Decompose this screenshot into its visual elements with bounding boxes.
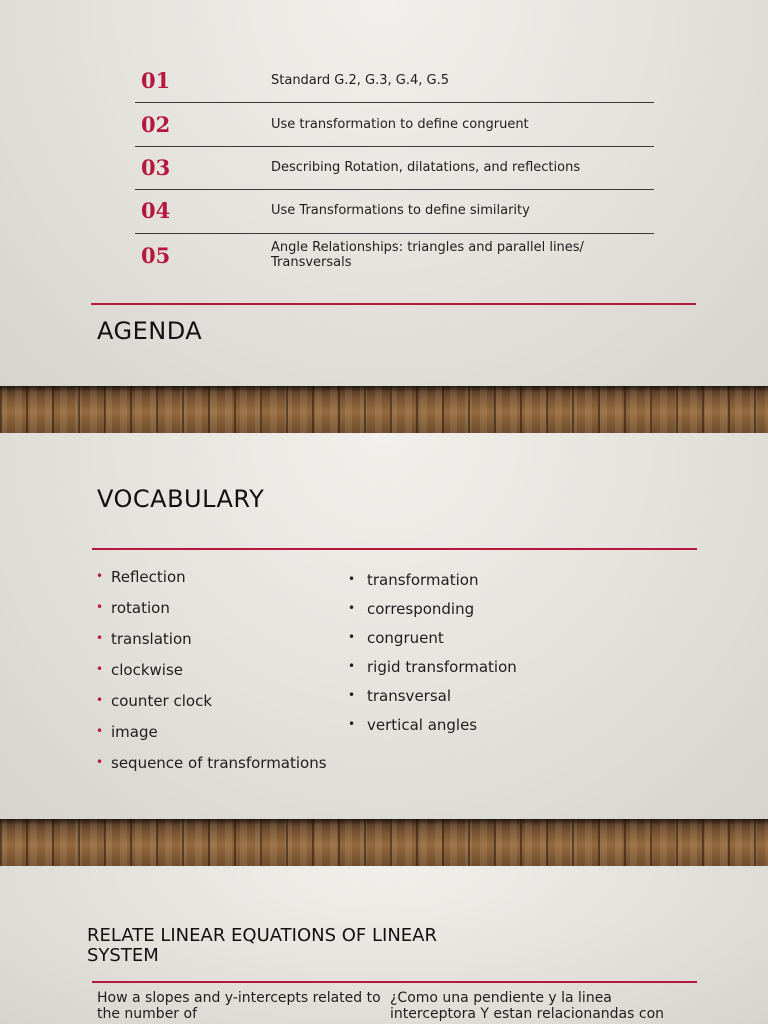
vocab-item: • translation	[96, 630, 192, 648]
vocab-item: • rigid transformation	[348, 658, 517, 676]
bullet-icon: •	[348, 717, 356, 731]
agenda-item-text: Angle Relationships: triangles and parallel lines/ Transversals	[271, 240, 584, 270]
bullet-icon: •	[348, 572, 356, 586]
spanish-text: ¿Como una pendiente y la linea interceptora Y estan relacionandas con	[390, 990, 665, 1022]
vocab-item: • transformation	[348, 571, 479, 589]
title-divider	[92, 981, 697, 983]
bullet-icon: •	[96, 600, 104, 614]
vocab-item: • transversal	[348, 687, 452, 705]
bullet-icon: •	[348, 601, 356, 615]
linear-systems-slide	[0, 866, 768, 1024]
vocab-item: • corresponding	[348, 600, 475, 618]
vocab-item: • image	[96, 723, 158, 741]
agenda-slide	[0, 0, 768, 386]
bullet-icon: •	[348, 630, 356, 644]
wood-floor-divider	[0, 386, 768, 433]
agenda-item-text: Use Transformations to define similarity	[271, 203, 530, 218]
slide-title: AGENDA	[97, 317, 203, 345]
vocab-item: • clockwise	[96, 661, 184, 679]
agenda-number: 04	[141, 198, 171, 223]
agenda-row-2	[135, 102, 654, 147]
bullet-icon: •	[96, 724, 104, 738]
agenda-row-1	[135, 58, 654, 103]
vocab-item: • counter clock	[96, 692, 213, 710]
vocab-item: • vertical angles	[348, 716, 478, 734]
title-divider	[92, 548, 697, 550]
agenda-row-4	[135, 189, 654, 234]
wood-floor-divider	[0, 819, 768, 866]
bullet-icon: •	[96, 755, 104, 769]
agenda-number: 02	[141, 112, 171, 137]
bullet-icon: •	[96, 693, 104, 707]
vocabulary-slide	[0, 433, 768, 819]
agenda-number: 03	[141, 155, 171, 180]
bullet-icon: •	[348, 659, 356, 673]
agenda-item-text: Standard G.2, G.3, G.4, G.5	[271, 73, 449, 88]
slide-title: RELATE LINEAR EQUATIONS OF LINEAR SYSTEM	[87, 925, 437, 966]
bullet-icon: •	[96, 631, 104, 645]
bullet-icon: •	[96, 662, 104, 676]
vocab-item: • congruent	[348, 629, 444, 647]
agenda-row-5	[135, 233, 654, 277]
slide-title: VOCABULARY	[97, 485, 265, 513]
vocab-item: • sequence of transformations	[96, 754, 327, 772]
agenda-item-text: Describing Rotation, dilatations, and reflections	[271, 160, 581, 175]
agenda-item-text: Use transformation to define congruent	[271, 117, 529, 132]
english-text: How a slopes and y-intercepts related to the number of	[97, 990, 381, 1022]
agenda-number: 01	[141, 68, 171, 93]
bullet-icon: •	[348, 688, 356, 702]
agenda-row-3	[135, 146, 654, 190]
bullet-icon: •	[96, 569, 104, 583]
agenda-number: 05	[141, 243, 171, 268]
vocab-item: • Reflection	[96, 568, 186, 586]
title-divider	[91, 303, 696, 305]
vocab-item: • rotation	[96, 599, 170, 617]
